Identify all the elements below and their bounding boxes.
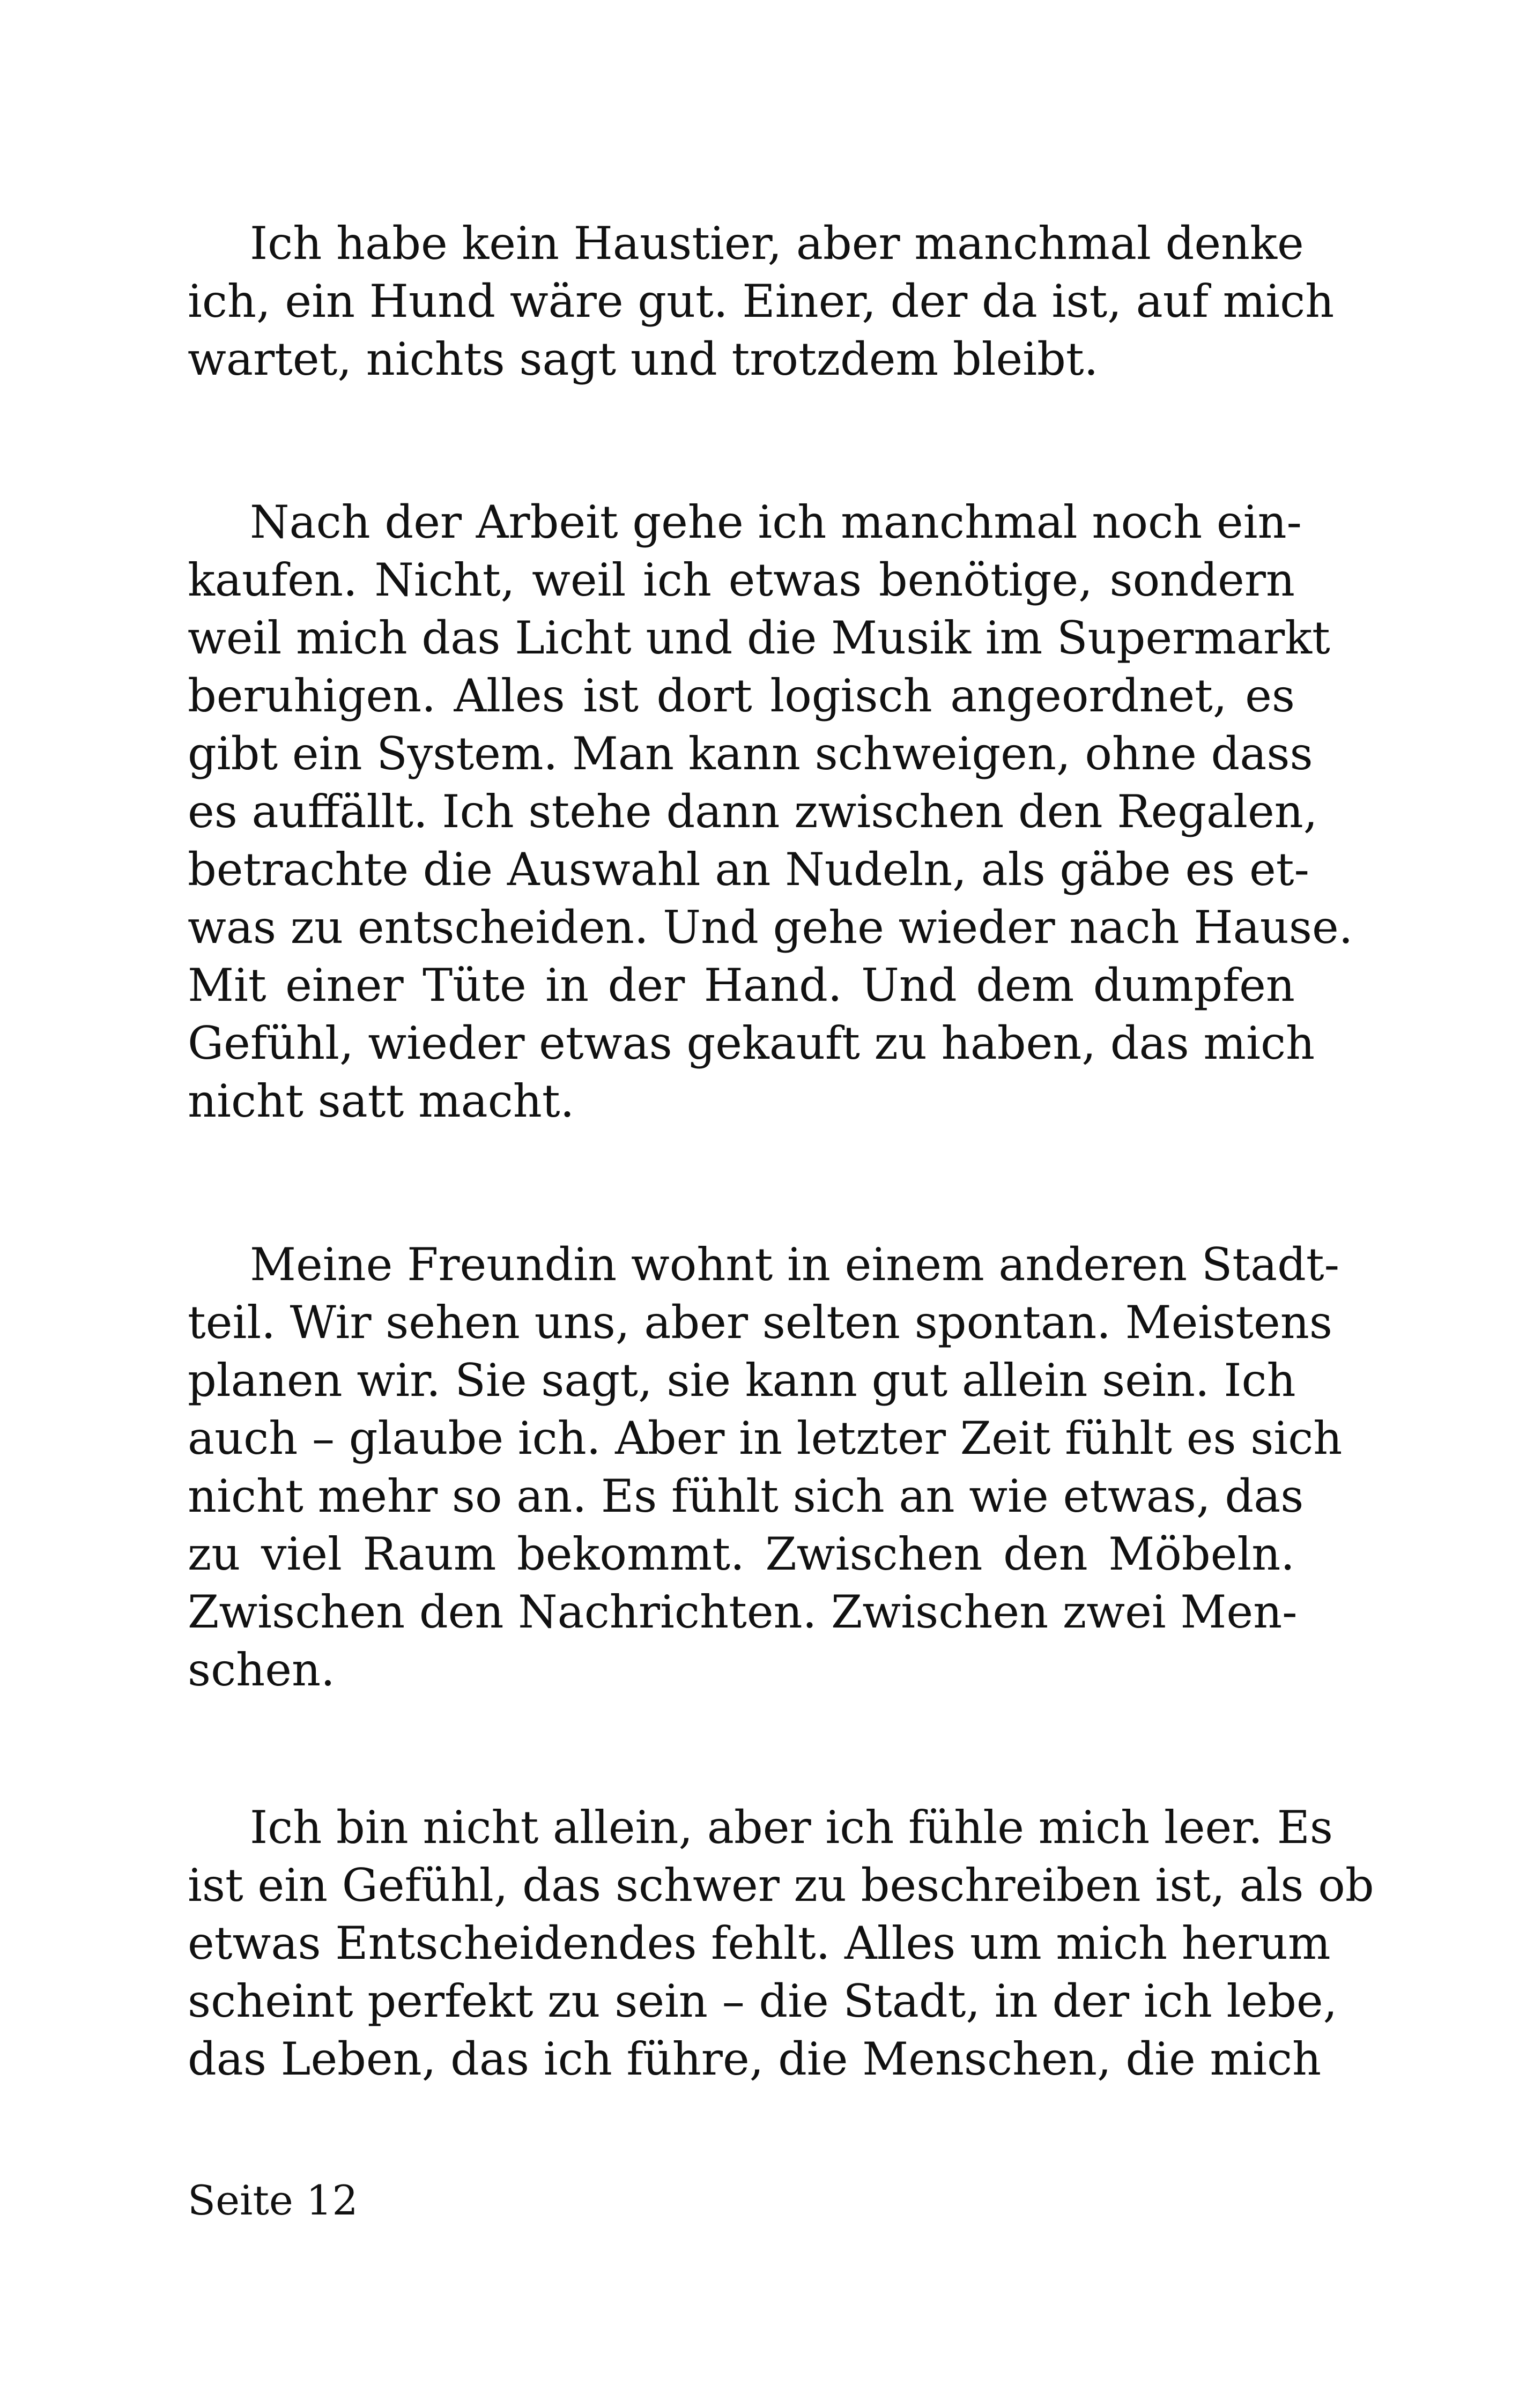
text-line: nicht satt macht. <box>188 1075 575 1127</box>
text-line: ist ein Gefühl, das schwer zu beschreiben ist, als ob <box>188 1859 1374 1912</box>
text-line: Ich bin nicht allein, aber ich fühle mich leer. Es <box>250 1801 1333 1854</box>
text-line: betrachte die Auswahl an Nudeln, als gäbe es et- <box>188 843 1309 896</box>
text-line: das Leben, das ich führe, die Menschen, die mich <box>188 2033 1322 2085</box>
text-line: es auffällt. Ich stehe dann zwischen den Regalen, <box>188 785 1318 838</box>
text-line: Meine Freundin wohnt in einem anderen Stadt- <box>250 1238 1340 1291</box>
paragraph-shopping <box>188 493 1353 1130</box>
text-line: teil. Wir sehen uns, aber selten spontan. Meistens <box>188 1296 1332 1349</box>
text-line: was zu entscheiden. Und gehe wieder nach Hause. <box>188 901 1353 954</box>
text-line: beruhigen. Alles ist dort logisch angeordnet, es <box>188 670 1295 722</box>
text-line: Zwischen den Nachrichten. Zwischen zwei Men- <box>188 1586 1298 1638</box>
text-line: gibt ein System. Man kann schweigen, ohne dass <box>188 727 1313 780</box>
text-line: Nach der Arbeit gehe ich manchmal noch ein- <box>250 496 1302 548</box>
text-line: auch – glaube ich. Aber in letzter Zeit fühlt es sich <box>188 1412 1343 1465</box>
text-line: Ich habe kein Haustier, aber manchmal denke <box>250 217 1304 270</box>
text-line: ich, ein Hund wäre gut. Einer, der da ist, auf mich <box>188 275 1335 328</box>
text-line: weil mich das Licht und die Musik im Supermarkt <box>188 612 1330 664</box>
paragraph-girlfriend <box>188 1236 1343 1699</box>
text-line: scheint perfekt zu sein – die Stadt, in der ich lebe, <box>188 1975 1338 2027</box>
text-line: wartet, nichts sagt und trotzdem bleibt. <box>188 333 1099 385</box>
text-line: schen. <box>188 1644 335 1696</box>
text-line: zu viel Raum bekommt. Zwischen den Möbeln. <box>188 1528 1295 1580</box>
text-line: nicht mehr so an. Es fühlt sich an wie etwas, das <box>188 1470 1304 1522</box>
text-line: kaufen. Nicht, weil ich etwas benötige, sondern <box>188 554 1295 606</box>
paragraph-emptiness <box>188 1798 1374 2088</box>
text-line: planen wir. Sie sagt, sie kann gut allein sein. Ich <box>188 1354 1296 1407</box>
text-line: Mit einer Tüte in der Hand. Und dem dumpfen <box>188 959 1295 1012</box>
paragraph-pet <box>188 214 1335 388</box>
page-number: Seite 12 <box>188 2176 358 2224</box>
text-line: etwas Entscheidendes fehlt. Alles um mich herum <box>188 1917 1331 1969</box>
text-line: Gefühl, wieder etwas gekauft zu haben, das mich <box>188 1017 1315 1069</box>
